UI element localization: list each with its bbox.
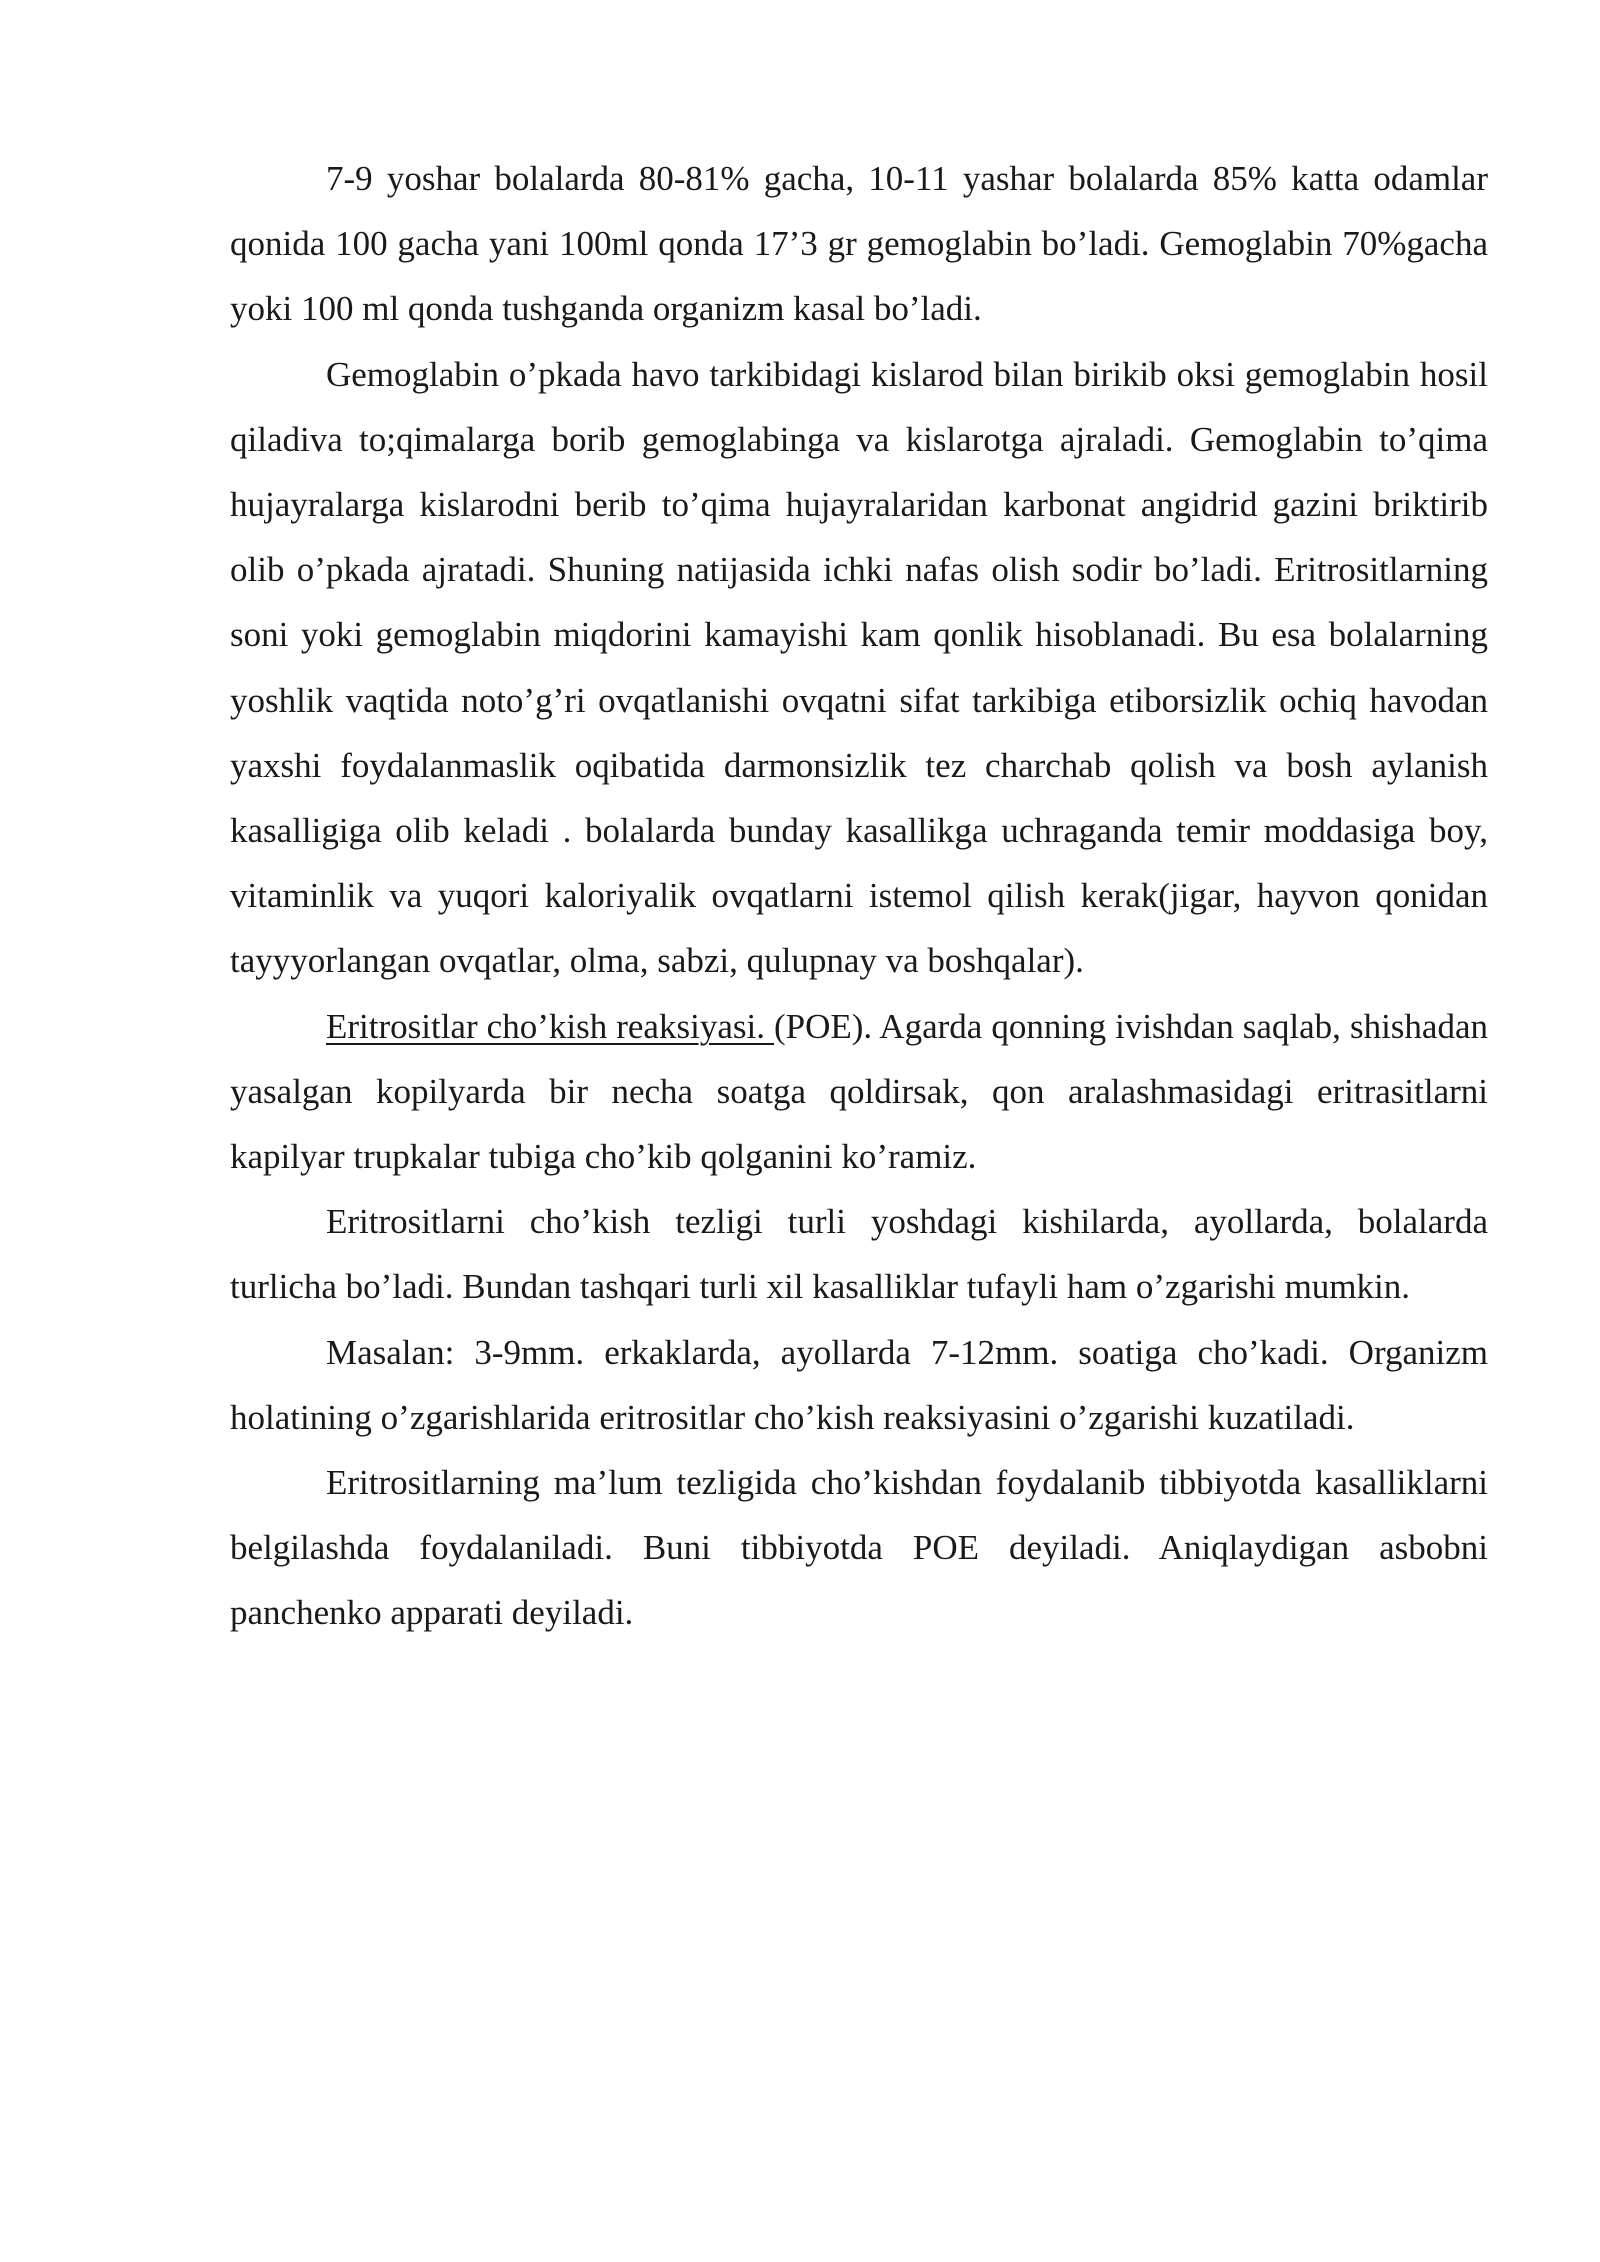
paragraph-hemoglobin-levels: 7-9 yoshar bolalarda 80-81% gacha, 10-11 yashar bolalarda 85% katta odamlar qonida 100 gacha yani 100ml qonda 17’3 gr gemoglabin bo’ladi. Gemoglabin 70%gacha yoki 100 ml qonda tushganda organizm kasal bo’ladi.: [230, 159, 1488, 329]
paragraph-poe-definition: Eritrositlarning ma’lum tezligida cho’kishdan foydalanib tibbiyotda kasalliklarni belgilashda foydalaniladi. Buni tibbiyotda POE deyiladi. Aniqlaydigan asbobni panchenko apparati deyiladi.: [230, 1463, 1488, 1633]
document-page: [230, 146, 1488, 1646]
paragraph-poe-intro: [230, 994, 1488, 1190]
poe-intro-text: (POE). Agarda qonning ivishdan saqlab, shishadan yasalgan kopilyarda bir necha soatga qoldirsak, qon aralashmasidagi eritrasitlarni kapilyar trupkalar tubiga cho’kib qolganini ko’ramiz.: [230, 1006, 1489, 1177]
paragraph-hemoglobin-function: Gemoglabin o’pkada havo tarkibidagi kislarod bilan birikib oksi gemoglabin hosil qiladiva to;qimalarga borib gemoglabinga va kislarotga ajraladi. Gemoglabin to’qima hujayralarga kislarodni berib to’qima hujayralaridan karbonat angidrid gazini briktirib olib o’pkada ajratadi. Shuning natijasida ichki nafas olish sodir bo’ladi. Eritrositlarning soni yoki gemoglabin miqdorini kamayishi kam qonlik hisoblanadi. Bu esa bolalarning yoshlik vaqtida noto’g’ri ovqatlanishi ovqatni sifat tarkibiga etiborsizlik ochiq havodan yaxshi foydalanmaslik oqibatida darmonsizlik tez charchab qolish va bosh aylanish kasalligiga olib keladi . bolalarda bunday kasallikga uchraganda temir moddasiga boy, vitaminlik va yuqori kaloriyalik ovqatlarni istemol qilish kerak(jigar, hayvon qonidan tayyyorlangan ovqatlar, olma, sabzi, qulupnay va boshqalar).: [230, 354, 1488, 981]
paragraph-sedimentation-rate: Eritrositlarni cho’kish tezligi turli yoshdagi kishilarda, ayollarda, bolalarda turlicha bo’ladi. Bundan tashqari turli xil kasalliklar tufayli ham o’zgarishi mumkin.: [230, 1202, 1488, 1307]
paragraph-example-values: Masalan: 3-9mm. erkaklarda, ayollarda 7-12mm. soatiga cho’kadi. Organizm holatining o’zgarishlarida eritrositlar cho’kish reaksiyasini o’zgarishi kuzatiladi.: [230, 1332, 1488, 1437]
poe-heading: Eritrositlar cho’kish reaksiyasi.: [326, 1006, 774, 1046]
